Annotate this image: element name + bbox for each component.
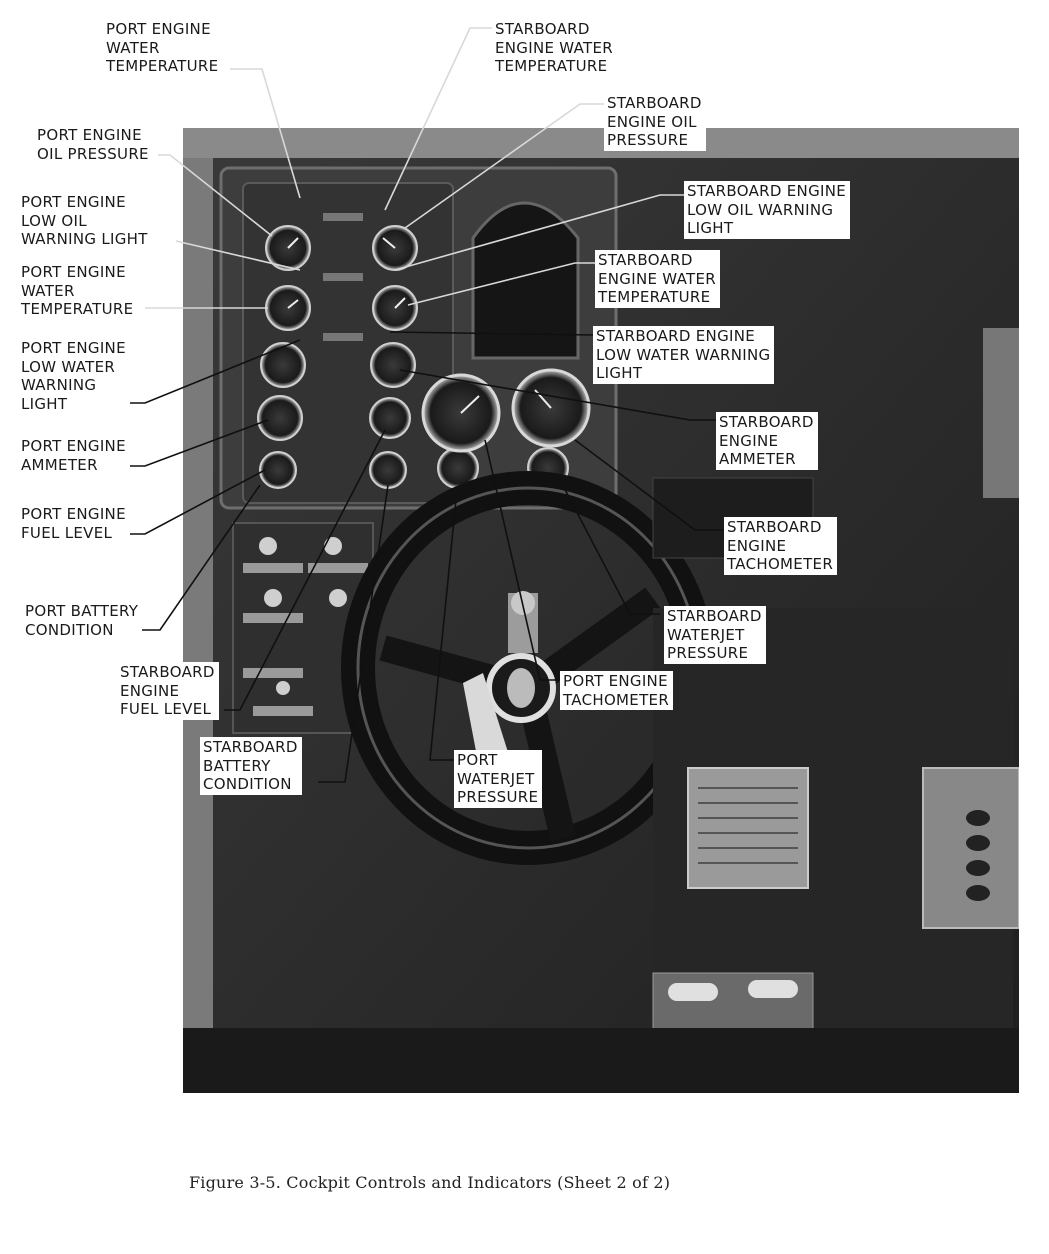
callout-line: STARBOARD	[598, 251, 693, 269]
callout-line: LOW OIL WARNING	[687, 200, 834, 219]
callout-line: ENGINE OIL	[607, 112, 697, 131]
callout-line: PORT ENGINE	[21, 193, 126, 211]
callout-port-engine-oil-pressure	[34, 125, 153, 164]
callout-line: OIL PRESSURE	[37, 144, 149, 163]
callout-line: STARBOARD	[667, 607, 762, 625]
callout-line: CONDITION	[25, 620, 114, 639]
callout-line: LOW WATER	[21, 357, 116, 376]
callout-line: BATTERY	[203, 756, 271, 775]
callout-port-engine-tachometer	[560, 671, 673, 710]
callout-line: ENGINE WATER	[598, 269, 716, 288]
callout-line: PORT ENGINE	[563, 672, 668, 690]
callout-line: ENGINE	[120, 681, 180, 700]
callout-line: PORT ENGINE	[106, 20, 211, 38]
callout-line: FUEL LEVEL	[120, 700, 212, 718]
callout-line: STARBOARD ENGINE	[687, 182, 847, 200]
callout-line: PORT ENGINE	[21, 263, 126, 281]
callout-line: STARBOARD	[727, 518, 822, 536]
callout-line: PORT ENGINE	[21, 437, 126, 455]
callout-port-engine-low-water-warning-light	[18, 338, 130, 414]
callout-starboard-engine-tachometer	[724, 517, 837, 575]
callout-port-engine-water-temperature-top	[103, 19, 222, 77]
callout-line: WATER	[21, 281, 75, 300]
callout-line: WATER	[106, 38, 160, 57]
callout-starboard-engine-fuel-level	[117, 662, 219, 720]
callout-port-engine-ammeter	[18, 436, 130, 475]
callout-line: PRESSURE	[667, 644, 749, 662]
callout-line: WARNING	[21, 376, 97, 394]
callout-starboard-engine-ammeter	[716, 412, 818, 470]
callout-line: LOW OIL	[21, 211, 87, 230]
callout-port-battery-condition	[22, 601, 142, 640]
callout-line: STARBOARD	[607, 94, 702, 112]
callout-line: LOW WATER WARNING	[596, 345, 771, 364]
callout-line: WARNING LIGHT	[21, 230, 148, 248]
callout-starboard-waterjet-pressure	[664, 606, 766, 664]
callout-line: PRESSURE	[457, 788, 539, 806]
callout-line: LIGHT	[687, 219, 734, 237]
callout-line: PRESSURE	[607, 131, 689, 149]
callout-line: PORT ENGINE	[21, 339, 126, 357]
callout-starboard-engine-low-water-warning-light	[593, 326, 774, 384]
callout-line: CONDITION	[203, 775, 292, 793]
callout-line: TEMPERATURE	[106, 57, 219, 75]
callout-line: FUEL LEVEL	[21, 523, 113, 542]
callout-line: PORT BATTERY	[25, 602, 139, 620]
callout-line: STARBOARD	[203, 738, 298, 756]
callout-port-engine-water-temperature	[18, 262, 137, 320]
callout-starboard-engine-water-temperature	[595, 250, 720, 308]
callout-line: PORT	[457, 751, 498, 769]
callout-line: AMMETER	[21, 455, 98, 474]
callout-line: STARBOARD	[719, 413, 814, 431]
callout-port-engine-fuel-level	[18, 504, 130, 543]
callout-line: STARBOARD ENGINE	[596, 327, 756, 345]
callout-line: TACHOMETER	[727, 555, 834, 573]
callout-line: WATERJET	[667, 625, 745, 644]
callout-port-engine-low-oil-warning-light	[18, 192, 152, 250]
callout-line: LIGHT	[21, 394, 68, 413]
callout-line: ENGINE	[727, 536, 787, 555]
callout-starboard-engine-water-temperature-top	[492, 19, 617, 77]
callout-port-waterjet-pressure	[454, 750, 542, 808]
callout-line: STARBOARD	[495, 20, 590, 38]
callout-line: TEMPERATURE	[598, 288, 711, 306]
callout-line: TACHOMETER	[563, 690, 670, 709]
callout-line: AMMETER	[719, 450, 796, 468]
callout-line: LIGHT	[596, 364, 643, 382]
callout-line: ENGINE WATER	[495, 38, 613, 57]
callout-line: STARBOARD	[120, 663, 215, 681]
callout-line: TEMPERATURE	[21, 300, 134, 318]
callout-line: TEMPERATURE	[495, 57, 608, 75]
callout-line: WATERJET	[457, 769, 535, 788]
callout-starboard-engine-oil-pressure	[604, 93, 706, 151]
callout-line: ENGINE	[719, 431, 779, 450]
callout-starboard-engine-low-oil-warning-light	[684, 181, 850, 239]
callout-line: PORT ENGINE	[37, 126, 142, 144]
callout-starboard-battery-condition	[200, 737, 302, 795]
callout-line: PORT ENGINE	[21, 505, 126, 523]
figure-caption: Figure 3-5. Cockpit Controls and Indicators (Sheet 2 of 2)	[189, 1173, 671, 1192]
